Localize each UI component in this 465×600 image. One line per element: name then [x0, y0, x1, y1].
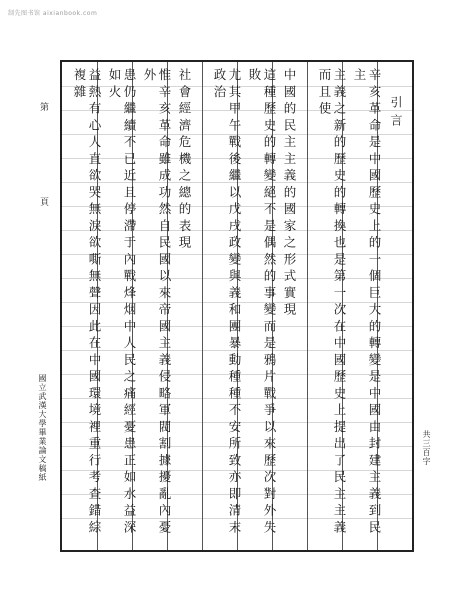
manuscript-sheet: [28, 52, 434, 580]
school-name: 國立武漢大學畢業論文稿紙: [38, 374, 47, 482]
text-column-8: 患仍繼續不已近且停滯于內戰烽烟中人民之痛經憂患正如水益深如火: [107, 68, 137, 537]
text-column-3: 中國的民主主義的國家之形式實現: [282, 68, 297, 320]
watermark: 制先图书馆 aixianbook.com: [8, 10, 98, 17]
section-heading: 引言: [389, 96, 403, 132]
writing-grid-frame: [60, 60, 414, 552]
text-column-2: 主義之新的歷史的轉換也是第一次在中國歷史上提出了民主主義而且使: [317, 68, 347, 537]
text-column-9: 益熱有心人直欲哭無淚欲嘶無聲因此在中國環境裡重行考查錯綜複雜: [72, 68, 102, 537]
text-column-6: 社會經濟危機之總的表現: [177, 68, 192, 253]
heading-cell: [384, 92, 410, 142]
page-number-label: 第 頁: [38, 102, 48, 244]
text-column-4: 這種歷史的轉變絕不是偶然的事變而是鴉片戰爭以來歷次對外失敗: [247, 68, 277, 537]
left-margin: [28, 52, 58, 580]
char-count-label: 共三百字: [422, 430, 431, 466]
text-column-1: 辛亥革命是中國歷史上的一個巨大的轉變是中國由封建主義到民主: [352, 68, 382, 537]
text-column-7: 惟辛亥革命雖成功然自民國以來帝國主義侵略軍閥割據擾亂內憂外: [142, 68, 172, 537]
text-column-5: 尤其甲午戰後繼以戊戌政變與義和團暴動種種不安所致亦即清末政治: [212, 68, 242, 537]
writing-grid: [62, 62, 412, 550]
